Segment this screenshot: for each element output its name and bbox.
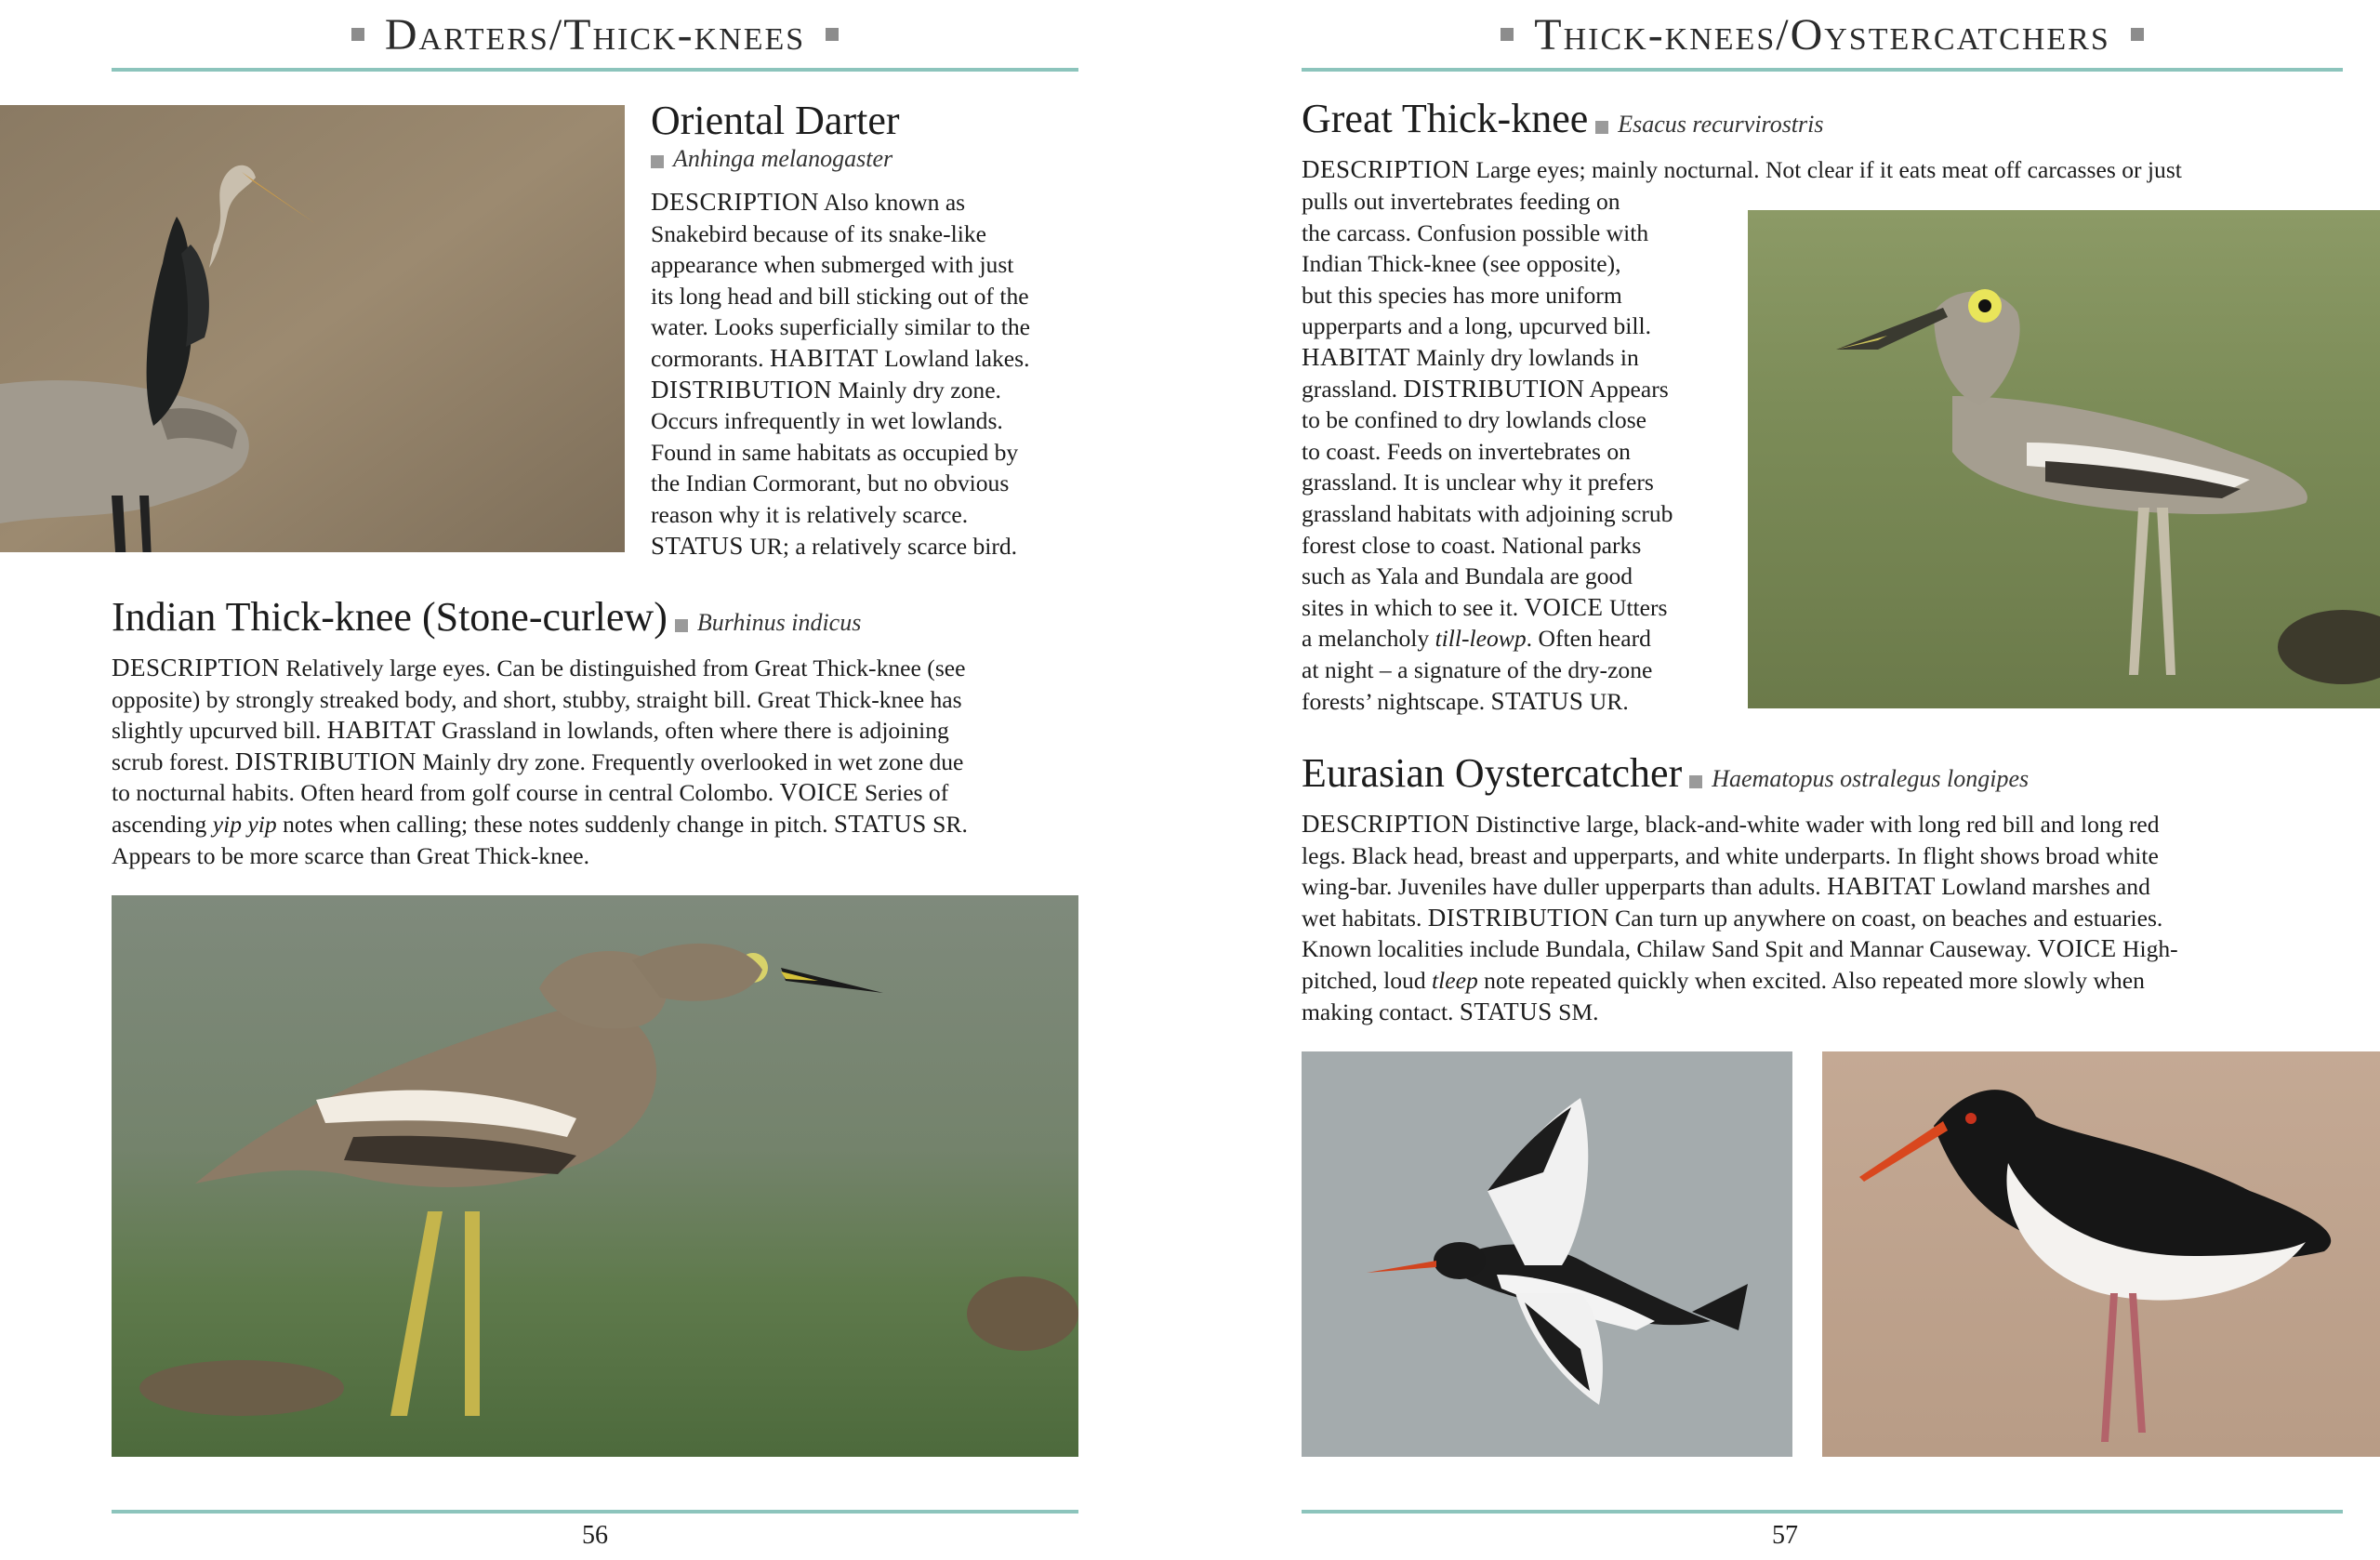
oriental-darter-scientific [651, 145, 1088, 173]
text-line [1302, 280, 1692, 311]
text-line [1302, 186, 1692, 218]
oystercatcher-standing-photo [1822, 1051, 2380, 1457]
text-line [112, 653, 1083, 684]
text-run: sites in which to see it. [1302, 593, 1525, 621]
text-run: grassland habitats with adjoining scrub [1302, 499, 1673, 527]
field-label: VOICE [779, 778, 859, 807]
running-head-title: Thick-knees/Oystercatchers [1534, 9, 2110, 59]
oystercatcher-flight-photo [1302, 1051, 1792, 1457]
text-line [651, 311, 1088, 343]
text-run: pitched, loud [1302, 966, 1433, 994]
text-run: at night – a signature of the dry-zone [1302, 655, 1653, 683]
right-page [1190, 0, 2380, 1560]
text-line [1302, 248, 1692, 280]
oriental-darter-description [651, 187, 1088, 562]
square-bullet-icon [1595, 121, 1608, 134]
running-head-title: Darters/Thick-knees [384, 9, 806, 59]
great-thick-knee-heading [1302, 97, 2343, 141]
text-run: scrub forest. [112, 747, 235, 775]
text-line [1302, 809, 2350, 840]
square-bullet-icon [1501, 28, 1514, 41]
text-line [1302, 592, 1692, 624]
text-run: cormorants. [651, 344, 770, 372]
text-run: to nocturnal habits. Often heard from golf course in central Colombo. [112, 779, 780, 807]
text-line [1302, 311, 1692, 342]
text-line [1302, 530, 1692, 562]
field-label: DESCRIPTION [1302, 155, 1471, 183]
text-run: Known localities include Bundala, Chilaw Sand Spit and Mannar Causeway. [1302, 935, 2038, 963]
text-run: Found in same habitats as occupied by [651, 438, 1019, 466]
species-name: Eurasian Oystercatcher [1302, 750, 1683, 796]
text-run: Mainly dry zone. [832, 376, 1001, 403]
text-run: Lowland lakes. [878, 344, 1030, 372]
text-line [1302, 561, 1692, 592]
square-bullet-icon [826, 28, 839, 41]
text-line [651, 343, 1088, 375]
text-line [1302, 374, 1692, 405]
species-name: Oriental Darter [651, 98, 900, 143]
text-line [651, 218, 1088, 250]
text-line [1302, 467, 1692, 498]
text-run: Can turn up anywhere on coast, on beaches and estuaries. [1608, 904, 2163, 932]
text-run: reason why it is relatively scarce. [651, 500, 969, 528]
scientific-name: Haematopus ostralegus longipes [1712, 765, 2030, 792]
text-run: Also known as [819, 189, 966, 216]
eurasian-oystercatcher-description [1302, 809, 2350, 1027]
square-bullet-icon [351, 28, 364, 41]
square-bullet-icon [675, 619, 688, 632]
text-run: Mainly dry zone. Frequently overlooked in wet zone due [416, 747, 964, 775]
text-run: to be confined to dry lowlands close [1302, 406, 1647, 434]
text-run: ascending [112, 810, 213, 838]
text-run: to coast. Feeds on invertebrates on [1302, 437, 1631, 465]
italic-term: till-leowp [1435, 625, 1527, 653]
text-run: SM. [1552, 998, 1599, 1025]
great-thick-knee-description-lead [1302, 154, 2352, 186]
indian-thick-knee-photo [112, 895, 1078, 1457]
text-line [1302, 498, 1692, 530]
field-label: STATUS [651, 531, 744, 560]
text-run: Mainly dry lowlands in [1409, 343, 1639, 371]
field-label: DISTRIBUTION [651, 375, 832, 403]
text-line [651, 437, 1088, 469]
text-line [112, 684, 1083, 716]
text-run: Indian Thick-knee (see opposite), [1302, 250, 1621, 278]
header-rule [112, 68, 1078, 72]
field-label: HABITAT [769, 343, 879, 372]
text-run: forest close to coast. National parks [1302, 531, 1642, 559]
text-line [1302, 404, 1692, 436]
text-run: Distinctive large, black-and-white wader with long red bill and long red [1470, 811, 2160, 838]
text-run: notes when calling; these notes suddenly change in pitch. [276, 810, 834, 838]
great-thick-knee-description [1302, 186, 1692, 717]
field-label: DISTRIBUTION [1403, 374, 1585, 403]
text-line [112, 777, 1083, 809]
field-label: HABITAT [326, 716, 436, 745]
running-head-left [112, 11, 1078, 58]
indian-thick-knee-heading [112, 595, 1097, 640]
text-run: note repeated quickly when excited. Also repeated more slowly when [1477, 966, 2145, 994]
text-run: wet habitats. [1302, 904, 1428, 932]
text-run: Utters [1603, 593, 1668, 621]
text-run: Grassland in lowlands, often where there is adjoining [435, 717, 949, 745]
italic-term: tleep [1432, 966, 1478, 994]
text-run: appearance when submerged with just [651, 251, 1014, 279]
text-run: UR; a relatively scarce bird. [743, 532, 1018, 560]
text-run: forests’ nightscape. [1302, 687, 1491, 715]
text-line [1302, 654, 1692, 686]
species-name: Great Thick-knee [1302, 96, 1589, 141]
scientific-name: Esacus recurvirostris [1618, 111, 1824, 138]
square-bullet-icon [651, 155, 664, 168]
field-label: DISTRIBUTION [1427, 903, 1609, 932]
text-run: Occurs infrequently in wet lowlands. [651, 407, 1003, 435]
text-run: such as Yala and Bundala are good [1302, 562, 1633, 590]
text-line [1302, 342, 1692, 374]
page-number: 56 [582, 1521, 608, 1550]
text-line [1302, 154, 2352, 186]
italic-term: yip yip [212, 810, 277, 838]
field-label: STATUS [833, 809, 927, 838]
footer-rule [112, 1510, 1078, 1514]
text-line [112, 715, 1083, 747]
square-bullet-icon [2131, 28, 2144, 41]
field-label: STATUS [1490, 686, 1584, 715]
field-label: VOICE [1524, 592, 1604, 621]
text-run: making contact. [1302, 998, 1460, 1025]
text-line [651, 375, 1088, 406]
text-line [112, 809, 1083, 840]
text-run: Snakebird because of its snake-like [651, 219, 987, 247]
running-head-right [1302, 11, 2343, 58]
text-run: upperparts and a long, upcurved bill. [1302, 312, 1651, 340]
text-run: Large eyes; mainly nocturnal. Not clear if it eats meat off carcasses or just [1470, 156, 2182, 183]
great-thick-knee-photo [1748, 210, 2380, 708]
text-run: a melancholy [1302, 625, 1435, 653]
text-line [112, 840, 1083, 872]
text-run: UR. [1583, 687, 1629, 715]
text-run: High- [2116, 935, 2178, 963]
text-line [1302, 933, 2350, 965]
field-label: DISTRIBUTION [234, 747, 416, 775]
scientific-name: Burhinus indicus [696, 609, 862, 636]
oriental-darter-heading [651, 99, 1088, 143]
text-line [651, 281, 1088, 312]
text-line [1302, 686, 1692, 718]
text-line [651, 249, 1088, 281]
field-label: HABITAT [1827, 872, 1936, 901]
text-line [651, 499, 1088, 531]
eurasian-oystercatcher-heading [1302, 751, 2343, 796]
text-run: Appears [1584, 375, 1669, 403]
indian-thick-knee-description [112, 653, 1083, 871]
oriental-darter-photo [0, 105, 625, 552]
square-bullet-icon [1689, 775, 1702, 788]
text-run: wing-bar. Juveniles have duller upperparts than adults. [1302, 873, 1828, 901]
text-run: Relatively large eyes. Can be distinguished from Great Thick-knee (see [280, 654, 966, 681]
text-run: slightly upcurved bill. [112, 717, 327, 745]
text-line [1302, 965, 2350, 997]
text-run: the carcass. Confusion possible with [1302, 218, 1649, 246]
field-label: HABITAT [1302, 342, 1410, 371]
header-rule [1302, 68, 2343, 72]
text-run: grassland. [1302, 375, 1404, 403]
text-run: Lowland marshes and [1935, 873, 2150, 901]
text-line [1302, 997, 2350, 1028]
text-run: but this species has more uniform [1302, 281, 1622, 309]
text-line [1302, 903, 2350, 934]
field-label: DESCRIPTION [651, 188, 820, 216]
text-line [112, 747, 1083, 778]
text-line [651, 405, 1088, 437]
field-label: VOICE [2037, 934, 2117, 963]
text-line [651, 531, 1088, 562]
page-number: 57 [1772, 1521, 1798, 1550]
species-name: Indian Thick-knee (Stone-curlew) [112, 594, 668, 640]
text-line [651, 187, 1088, 218]
text-run: Series of [858, 779, 949, 807]
text-run: SR. [926, 810, 968, 838]
text-line [1302, 871, 2350, 903]
field-label: DESCRIPTION [1302, 810, 1471, 838]
text-line [1302, 218, 1692, 249]
text-run: the Indian Cormorant, but no obvious [651, 469, 1010, 497]
text-run: grassland. It is unclear why it prefers [1302, 469, 1654, 496]
text-run: Appears to be more scarce than Great Thick-knee. [112, 841, 590, 869]
text-run: water. Looks superficially similar to the [651, 313, 1030, 341]
scientific-name: Anhinga melanogaster [673, 145, 893, 172]
footer-rule [1302, 1510, 2343, 1514]
text-run: . Often heard [1526, 625, 1651, 653]
text-run: pulls out invertebrates feeding on [1302, 188, 1620, 215]
text-line [651, 468, 1088, 499]
text-run: its long head and bill sticking out of the [651, 282, 1029, 310]
field-label: DESCRIPTION [112, 654, 281, 681]
field-label: STATUS [1459, 997, 1553, 1025]
text-line [1302, 623, 1692, 654]
text-run: opposite) by strongly streaked body, and short, stubby, straight bill. Great Thick-knee has [112, 685, 962, 713]
text-run: legs. Black head, breast and upperparts, and white underparts. In flight shows broad white [1302, 841, 2159, 869]
text-line [1302, 840, 2350, 872]
text-line [1302, 436, 1692, 468]
